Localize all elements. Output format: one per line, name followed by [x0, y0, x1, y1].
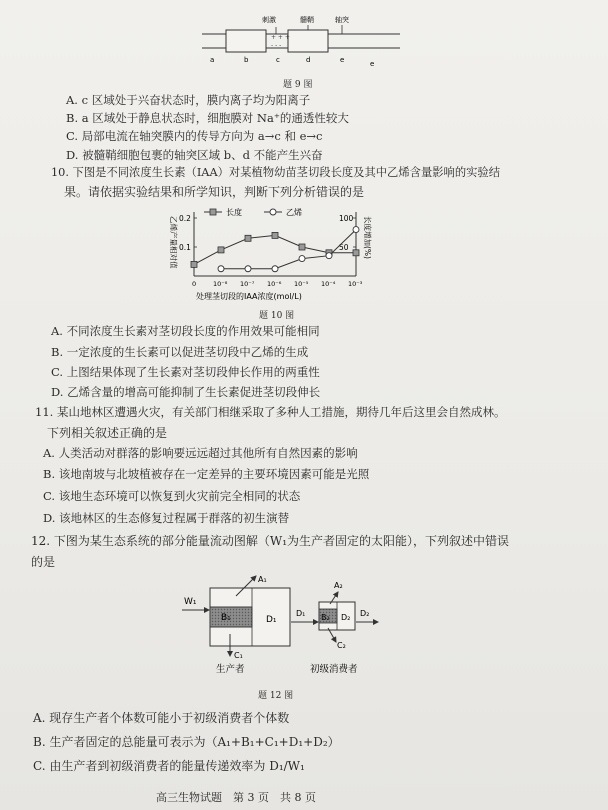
y-tick-left-label: 0.1 [179, 243, 191, 252]
label-w1: W₁ [184, 597, 197, 607]
length-data-point [191, 261, 197, 267]
y-axis-left-title: 乙烯产量相对值 [169, 216, 178, 269]
y-axis-right-title: 长度增加(%) [363, 216, 372, 259]
ethylene-data-point [299, 256, 305, 262]
ethylene-data-point [353, 227, 359, 233]
x-tick-label: 0 [192, 280, 197, 288]
x-tick-label: 10⁻⁵ [294, 280, 309, 288]
label-consumer: 初级消费者 [310, 664, 358, 675]
x-tick-label: 10⁻⁷ [240, 280, 255, 288]
ethylene-data-point [326, 253, 332, 259]
energy-flow-diagram [178, 572, 398, 680]
iaa-chart [160, 196, 390, 306]
x-tick-label: 10⁻³ [348, 280, 363, 288]
figure-12-caption: 题 12 图 [258, 691, 294, 701]
q9-option-a: A. c 区域处于兴奋状态时，膜内离子均为阳离子 [66, 93, 311, 107]
q12-stem-line1: 12. 下图为某生态系统的部分能量流动图解（W₁为生产者固定的太阳能），下列叙述中错误 [31, 534, 510, 548]
q10-option-b: B. 一定浓度的生长素可以促进茎切段中乙烯的生成 [51, 345, 309, 359]
length-data-point [218, 247, 224, 253]
y-tick-right-label: 50 [339, 243, 349, 252]
legend-length-marker [210, 209, 216, 215]
q12-option-b: B. 生产者固定的总能量可表示为（A₁+B₁+C₁+D₁+D₂） [33, 735, 340, 749]
q11-option-d: D. 该地林区的生态修复过程属于群落的初生演替 [43, 511, 290, 525]
ethylene-data-point [245, 266, 251, 272]
q11-option-a: A. 人类活动对群落的影响要远远超过其他所有自然因素的影响 [43, 446, 358, 460]
label-myelin: 髓鞘 [300, 16, 314, 24]
label-d1-box: D₁ [266, 615, 277, 625]
q12-option-a: A. 现存生产者个体数可能小于初级消费者个体数 [33, 711, 290, 725]
q12-stem-line2: 的是 [31, 555, 56, 569]
q9-option-b: B. a 区域处于静息状态时，细胞膜对 Na⁺的通透性较大 [66, 111, 349, 125]
q9-option-c: C. 局部电流在轴突膜内的传导方向为 a→c 和 e→c [66, 129, 323, 143]
y-tick-left-label: 0.2 [179, 214, 191, 223]
svg-text:+ + +: + + + [271, 34, 290, 41]
label-b1: B₁ [221, 613, 231, 623]
label-d1-arrow: D₁ [296, 609, 306, 618]
point-e: e [340, 56, 345, 64]
figure-9-caption: 题 9 图 [283, 80, 313, 90]
q11-option-b: B. 该地南坡与北坡植被存在一定差异的主要环境因素可能是光照 [43, 467, 370, 481]
producer-b1-region [210, 607, 252, 627]
point-e-2: e [370, 60, 375, 68]
q10-stem-line2: 果。请依据实验结果和所学知识，判断下列分析错误的是 [64, 185, 365, 199]
label-c2: C₂ [337, 641, 346, 650]
q11-option-c: C. 该地生态环境可以恢复到火灾前完全相同的状态 [43, 489, 301, 503]
page-footer: 高三生物试题 第 3 页 共 8 页 [156, 791, 316, 804]
label-a1: A₁ [258, 575, 267, 584]
length-data-point [353, 250, 359, 256]
length-data-point [272, 232, 278, 238]
q11-stem-line2: 下列相关叙述正确的是 [47, 426, 168, 440]
length-data-point [245, 235, 251, 241]
label-c1: C₁ [234, 651, 243, 660]
x-tick-label: 10⁻⁶ [267, 280, 282, 288]
q11-stem-line1: 11. 某山地林区遭遇火灾，有关部门相继采取了多种人工措施，期待几年后这里会自然成林。 [35, 405, 506, 419]
point-b: b [244, 56, 249, 64]
point-d: d [306, 56, 311, 64]
svg-text:- - -: - - - [271, 42, 282, 49]
q9-option-d: D. 被髓鞘细胞包裹的轴突区域 b、d 不能产生兴奋 [66, 148, 323, 162]
q12-option-c: C. 由生产者到初级消费者的能量传递效率为 D₁/W₁ [33, 759, 305, 773]
axon-diagram [200, 12, 400, 70]
figure-10-caption: 题 10 图 [259, 311, 295, 321]
label-axon: 轴突 [335, 16, 349, 24]
label-stimulus: 刺激 [262, 16, 276, 24]
point-c: c [276, 56, 280, 64]
label-producer: 生产者 [216, 664, 245, 675]
legend-ethylene-marker [270, 209, 276, 215]
q10-option-a: A. 不同浓度生长素对茎切段长度的作用效果可能相同 [51, 324, 320, 338]
legend-length-label: 长度 [226, 208, 242, 217]
ethylene-data-point [272, 266, 278, 272]
label-d2-arrow: D₂ [360, 609, 370, 618]
label-d2-box: D₂ [341, 613, 351, 622]
point-a: a [210, 56, 215, 64]
x-tick-label: 10⁻⁴ [321, 280, 336, 288]
length-data-point [299, 244, 305, 250]
series-line-ethylene [221, 230, 356, 269]
ethylene-data-point [218, 266, 224, 272]
q10-stem-line1: 10. 下图是不同浓度生长素（IAA）对某植物幼苗茎切段长度及其中乙烯含量影响的实验结 [51, 166, 501, 179]
label-a2: A₂ [334, 581, 343, 590]
label-b2: B₂ [321, 613, 330, 622]
x-tick-label: 10⁻⁸ [213, 280, 228, 288]
q10-option-c: C. 上图结果体现了生长素对茎切段伸长作用的两重性 [51, 365, 320, 379]
legend-ethylene-label: 乙烯 [286, 208, 302, 217]
y-tick-right-label: 100 [339, 214, 354, 223]
x-axis-title: 处理茎切段的IAA浓度(mol/L) [196, 292, 302, 301]
q10-option-d: D. 乙烯含量的增高可能抑制了生长素促进茎切段伸长 [51, 385, 321, 399]
